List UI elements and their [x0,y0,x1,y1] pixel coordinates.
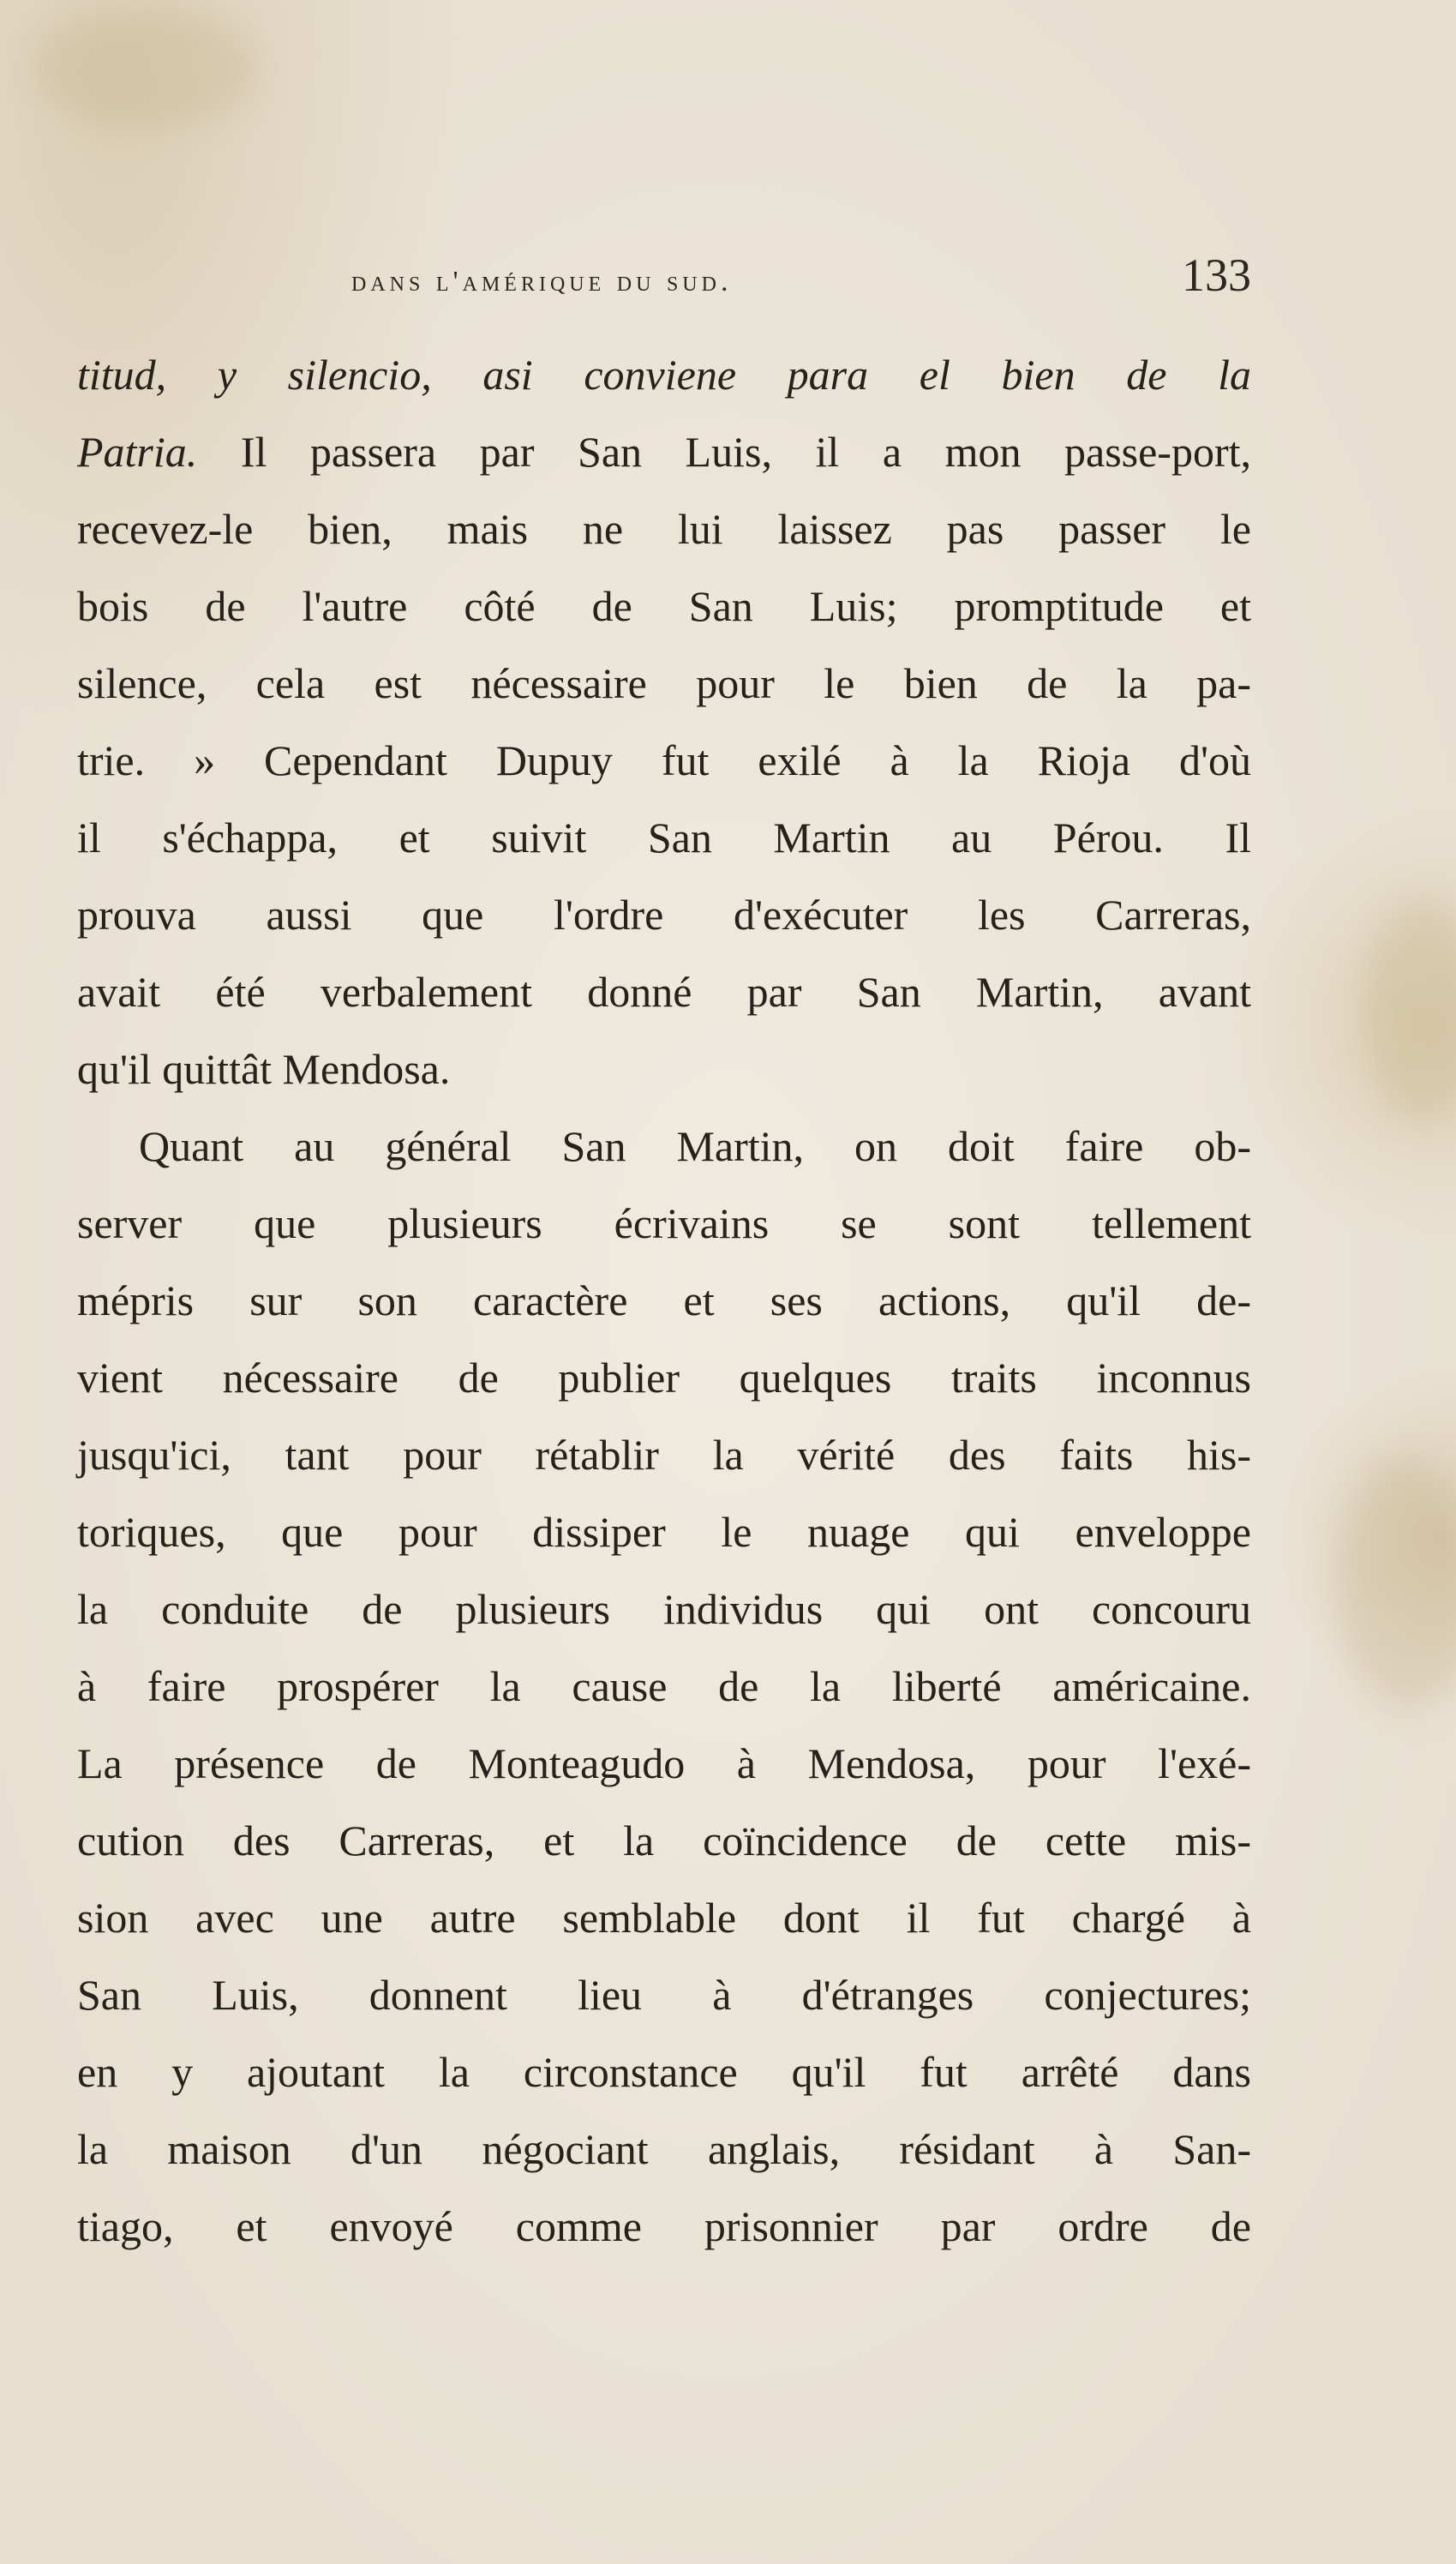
text-line: trie. » Cependant Dupuy fut exilé à la Rioja d'où [77,736,1251,784]
text-line: silence, cela est nécessaire pour le bien de la pa- [77,659,1251,707]
text-line: en y ajoutant la circonstance qu'il fut arrêté dans [77,2048,1251,2096]
text-line: à faire prospérer la cause de la liberté américaine. [77,1662,1251,1710]
text-line: Patria. Il passera par San Luis, il a mon passe-port, [77,428,1251,476]
text-line: avait été verbalement donné par San Martin, avant [77,968,1251,1016]
text-line: jusqu'ici, tant pour rétablir la vérité des faits his- [77,1431,1251,1479]
running-title: dans l'amérique du sud. [351,266,733,297]
text-line: Quant au général San Martin, on doit faire ob- [139,1122,1251,1170]
text-line: recevez-le bien, mais ne lui laissez pas passer le [77,505,1251,553]
text-line: sion avec une autre semblable dont il fut chargé à [77,1894,1251,1942]
paper-stain [34,9,257,129]
page-header [77,249,1251,317]
text-line: tiago, et envoyé comme prisonnier par ordre de [77,2202,1251,2250]
text-line: vient nécessaire de publier quelques traits inconnus [77,1354,1251,1402]
text-line: server que plusieurs écrivains se sont tellement [77,1199,1251,1247]
paper-stain [1363,900,1456,1123]
text-line: cution des Carreras, et la coïncidence de cette mis- [77,1816,1251,1864]
text-line: titud, y silencio, asi conviene para el bien de la [77,351,1251,399]
text-line: La présence de Monteagudo à Mendosa, pour l'exé- [77,1739,1251,1787]
paper-stain [1337,1457,1456,1714]
body-text [77,336,1251,2265]
text-line: bois de l'autre côté de San Luis; promptitude et [77,582,1251,630]
text-line: mépris sur son caractère et ses actions, qu'il de- [77,1276,1251,1324]
text-line: il s'échappa, et suivit San Martin au Pérou. Il [77,814,1251,862]
text-line: toriques, que pour dissiper le nuage qui enveloppe [77,1508,1251,1556]
text-line: qu'il quittât Mendosa. [77,1045,451,1093]
text-line: San Luis, donnent lieu à d'étranges conjectures; [77,1971,1251,2019]
text-line: la conduite de plusieurs individus qui ont concouru [77,1585,1251,1633]
text-line: prouva aussi que l'ordre d'exécuter les Carreras, [77,891,1251,939]
page-number: 133 [1182,249,1251,301]
text-line: la maison d'un négociant anglais, résidant à San- [77,2125,1251,2173]
